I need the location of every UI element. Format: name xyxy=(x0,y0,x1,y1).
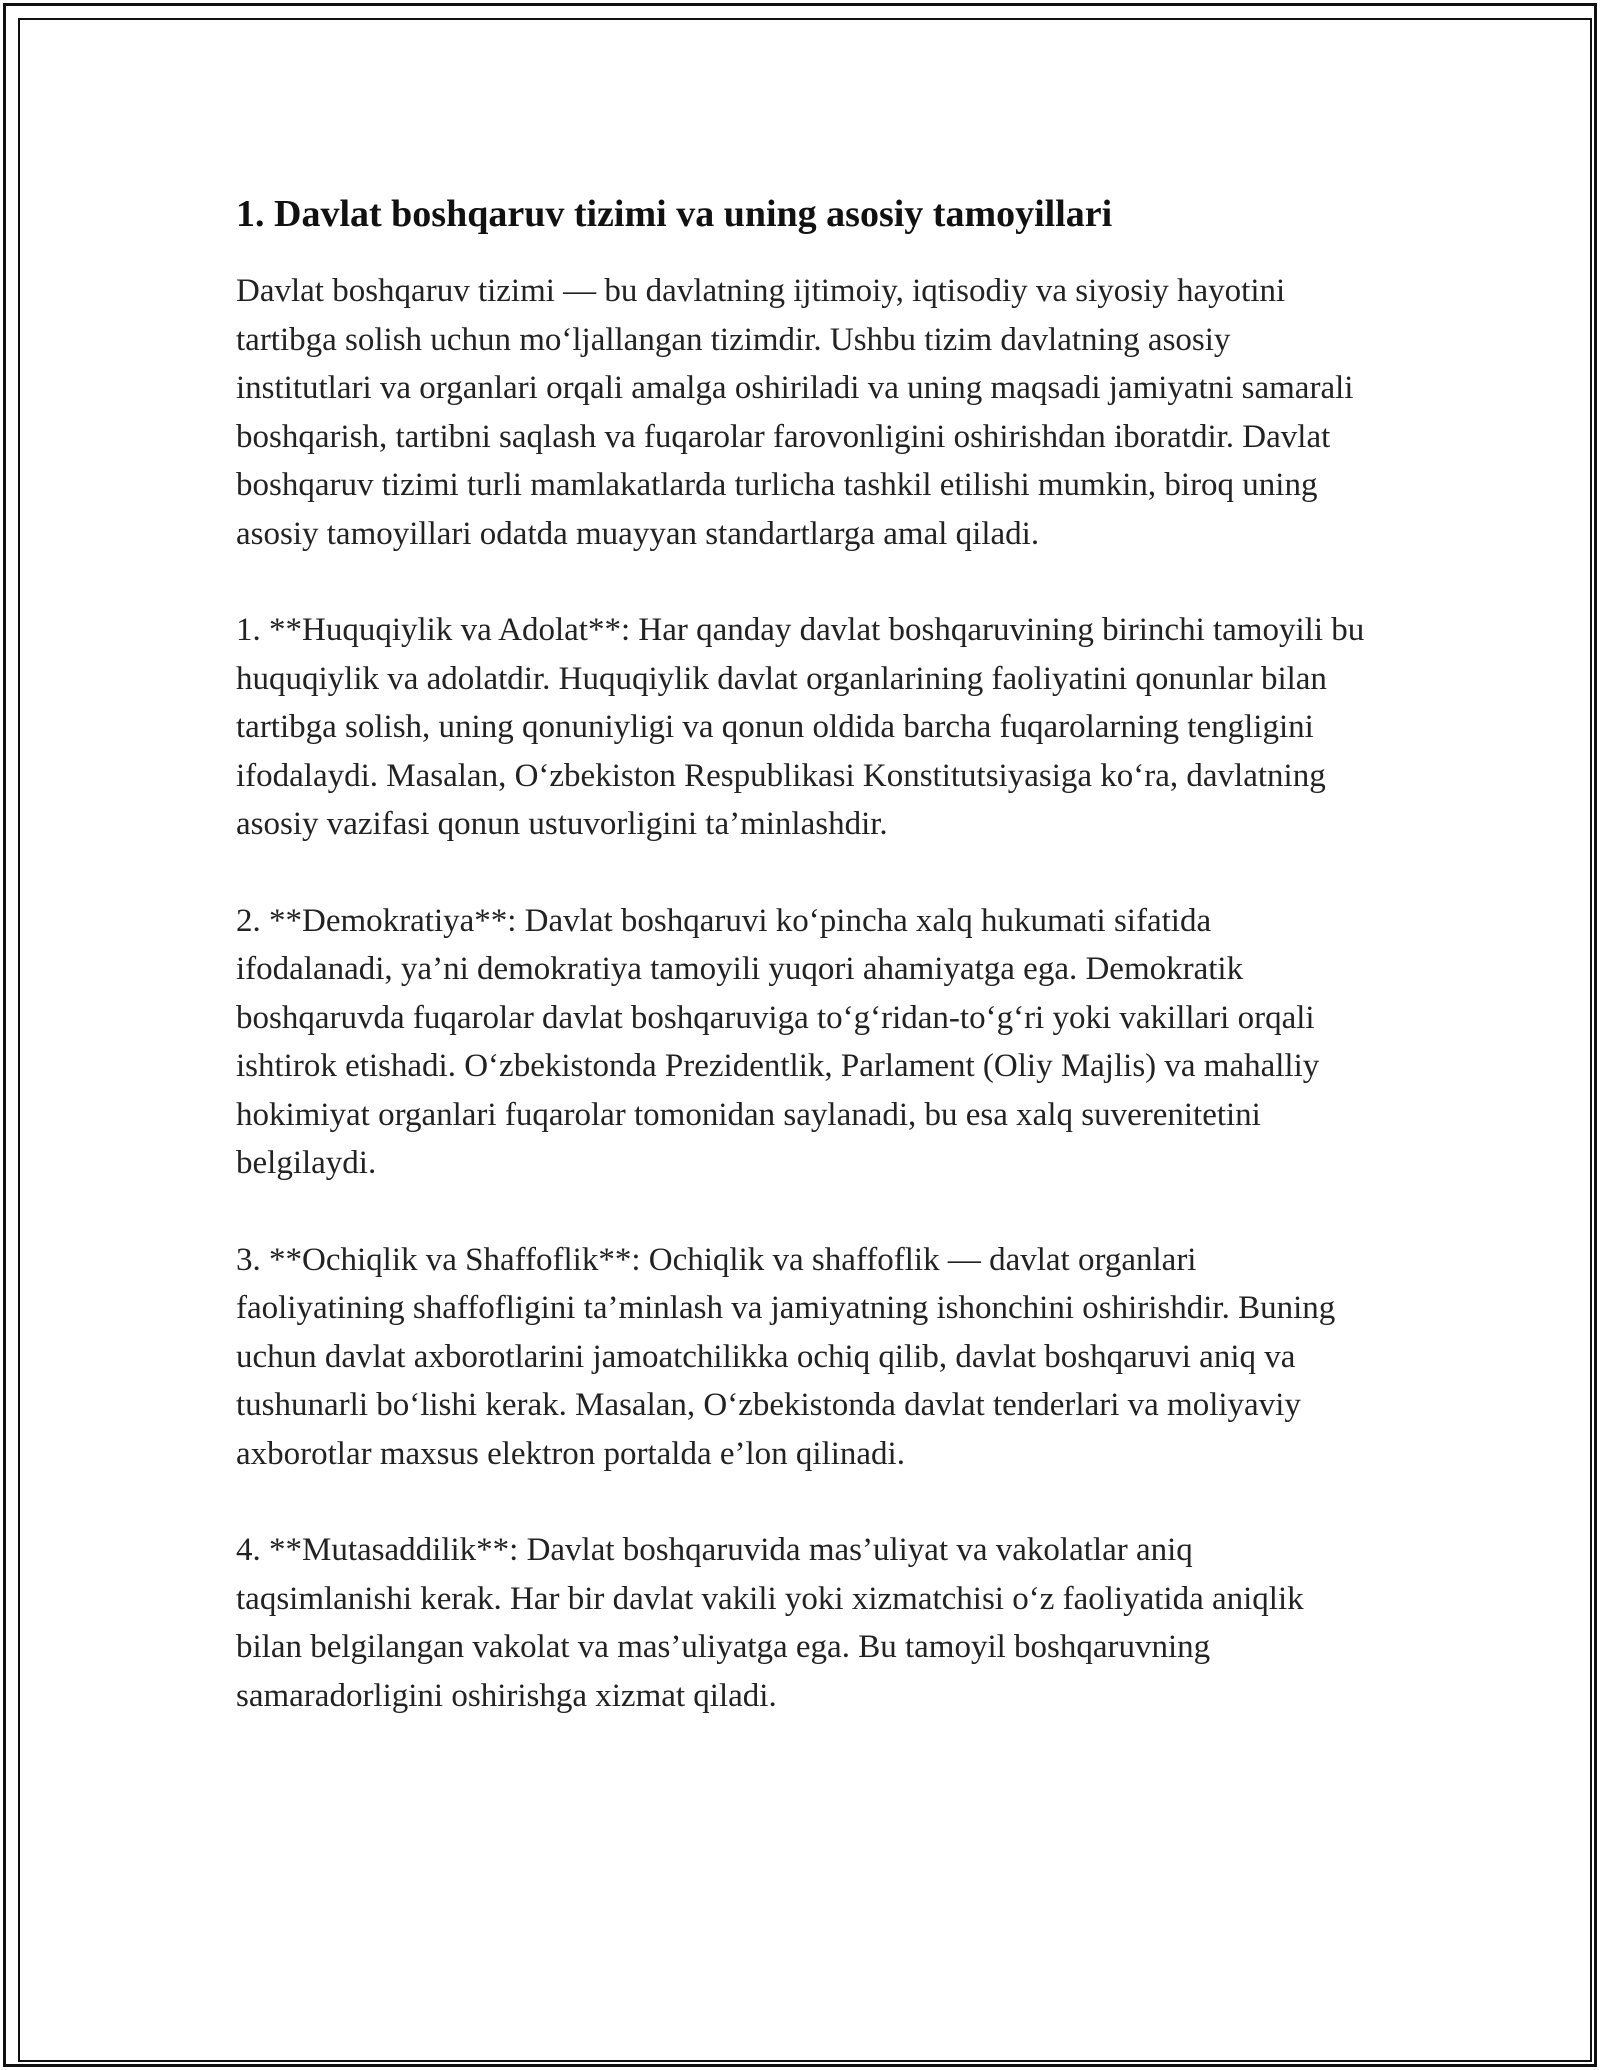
principle-democracy-paragraph: 2. **Demokratiya**: Davlat boshqaruvi ko‘pincha xalq hukumati sifatida ifodalanadi, ya’ni demokratiya tamoyili yuqori ahamiyatga ega. Demokratik boshqaruvda fuqarolar davlat boshqaruviga to‘g‘ridan-to‘g‘ri yoki vakillari orqali ishtirok etishadi. O‘zbekistonda Prezidentlik, Parlament (Oliy Majlis) va mahalliy hokimiyat organlari fuqarolar tomonidan saylanadi, bu esa xalq suverenitetini belgilaydi. xyxy=(236,902,1320,1182)
principle-transparency-paragraph: 3. **Ochiqlik va Shaffoflik**: Ochiqlik va shaffoflik — davlat organlari faoliyatining shaffofligini ta’minlash va jamiyatning ishonchini oshirishdir. Buning uchun davlat axborotlarini jamoatchilikka ochiq qilib, davlat boshqaruvi aniq va tushunarli bo‘lishi kerak. Masalan, O‘zbekistonda davlat tenderlari va moliyaviy axborotlar maxsus elektron portalda e’lon qilinadi. xyxy=(236,1241,1336,1472)
principle-legality-paragraph: 1. **Huquqiylik va Adolat**: Har qanday davlat boshqaruvining birinchi tamoyili bu huquqiylik va adolatdir. Huquqiylik davlat organlarining faoliyatini qonunlar bilan tartibga solish, uning qonuniyligi va qonun oldida barcha fuqarolarning tengligini ifodalaydi. Masalan, O‘zbekiston Respublikasi Konstitutsiyasiga ko‘ra, davlatning asosiy vazifasi qonun ustuvorligini ta’minlashdir. xyxy=(236,612,1365,843)
principle-accountability-paragraph: 4. **Mutasaddilik**: Davlat boshqaruvida mas’uliyat va vakolatlar aniq taqsimlanishi kerak. Har bir davlat vakili yoki xizmatchisi o‘z faoliyatida aniqlik bilan belgilangan vakolat va mas’uliyatga ega. Bu tamoyil boshqaruvning samaradorligini oshirishga xizmat qiladi. xyxy=(236,1532,1304,1714)
intro-paragraph: Davlat boshqaruv tizimi — bu davlatning ijtimoiy, iqtisodiy va siyosiy hayotini tartibga solish uchun mo‘ljallangan tizimdir. Ushbu tizim davlatning asosiy institutlari va organlari orqali amalga oshiriladi va uning maqsadi jamiyatni samarali boshqarish, tartibni saqlash va fuqarolar farovonligini oshirishdan iboratdir. Davlat boshqaruv tizimi turli mamlakatlarda turlicha tashkil etilishi mumkin, biroq uning asosiy tamoyillari odatda muayyan standartlarga amal qiladi. xyxy=(236,273,1354,552)
section-heading: 1. Davlat boshqaruv tizimi va uning asosiy tamoyillari xyxy=(236,193,1113,235)
document-body xyxy=(236,180,1366,1768)
